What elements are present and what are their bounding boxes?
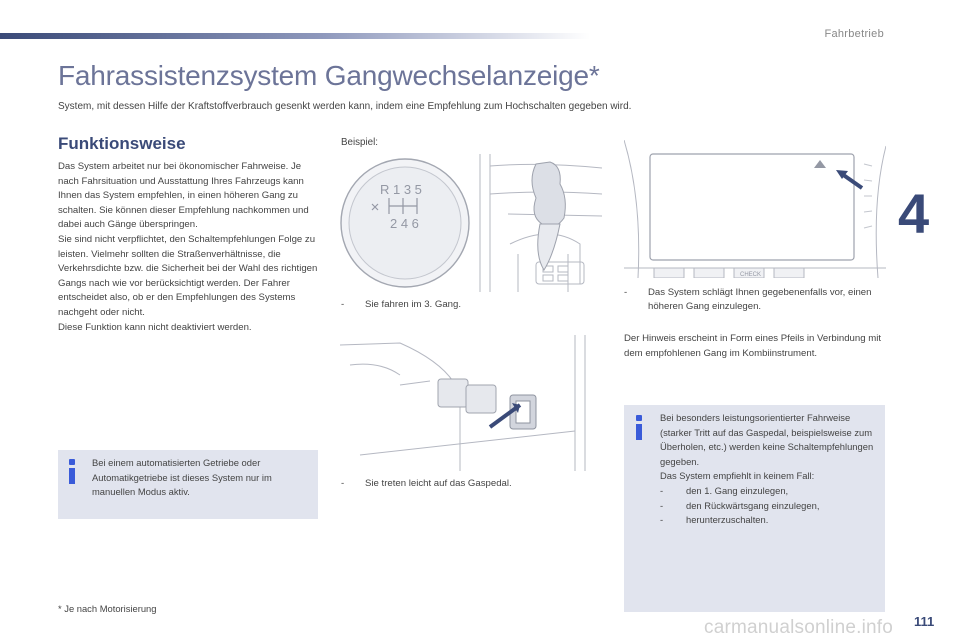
instrument-cluster-illustration: [624, 140, 886, 278]
info-box-sporty: [624, 405, 885, 612]
dash-check-label: CHECK: [740, 272, 762, 278]
caption-accelerator: - Sie treten leicht auf das Gaspedal.: [341, 478, 512, 489]
body-paragraph: Das System arbeitet nur bei ökonomischer Fahrweise. Je nach Fahrsituation und Ausstattung Ihres Fahrzeugs kann Ihnen das System empfehlen, in einen höheren Gang zu schalten. Sie können dieser Empfehlung nachkommen und dabei auch Gänge überspringen.: [58, 161, 309, 231]
caption-third-gear: - Sie fahren im 3. Gang.: [341, 299, 461, 310]
watermark: carmanualsonline.info: [704, 617, 894, 638]
body-paragraph: Sie sind nicht verpflichtet, den Schaltempfehlungen Folge zu leisten. Vielmehr sollten die Straßenverhältnisse, die Verkehrsdichte bzw. die Sicherheit bei der Wahl des richtigen Gangs nach wie vor berücksichtigt werden. Der Fahrer entscheidet also, ob er den Empfehlungen des Systems nachgeht oder nicht.: [58, 233, 318, 318]
gear-pattern-top: R 1 3 5: [380, 182, 422, 197]
list-item: - herunterzuschalten.: [660, 514, 769, 526]
info-list: [660, 484, 876, 528]
info-icon: [636, 415, 642, 440]
section-label: Fahrbetrieb: [824, 28, 884, 40]
list-item: - den 1. Gang einzulegen,: [660, 484, 789, 496]
intro-text: System, mit dessen Hilfe der Kraftstoffverbrauch gesenkt werden kann, indem eine Empfehlung zum Hochschalten gegeben wird.: [58, 101, 632, 112]
section-heading: Funktionsweise: [58, 134, 186, 153]
caption-upshift: - Das System schlägt Ihnen gegebenenfalls vor, einen höheren Gang einzulegen.: [624, 287, 872, 312]
info-box-automatic: [58, 450, 318, 519]
gear-pattern-bottom: 2 4 6: [390, 216, 419, 231]
footnote: * Je nach Motorisierung: [58, 603, 157, 614]
page-number: 111: [914, 614, 935, 629]
pedals-illustration: [340, 335, 602, 471]
info-text: [660, 411, 876, 528]
chapter-number: 4: [898, 182, 930, 245]
info-never-label: Das System empfiehlt in keinem Fall:: [660, 470, 815, 482]
body-text: [58, 160, 320, 335]
body-paragraph: Diese Funktion kann nicht deaktiviert werden.: [58, 321, 252, 333]
example-label: Beispiel:: [341, 137, 379, 148]
hint-text: Der Hinweis erscheint in Form eines Pfeils in Verbindung mit dem empfohlenen Gang im Kombiinstrument.: [624, 333, 882, 359]
list-item: - den Rückwärtsgang einzulegen,: [660, 499, 820, 511]
info-intro: Bei besonders leistungsorientierter Fahrweise (starker Tritt auf das Gaspedal, beispielsweise zum Überholen, etc.) werden keine Schaltempfehlungen gegeben.: [660, 412, 874, 467]
info-text: Bei einem automatisierten Getriebe oder Automatikgetriebe ist dieses System nur im manuellen Modus aktiv.: [92, 457, 272, 498]
header-bar: [0, 33, 590, 39]
page-title: Fahrassistenzsystem Gangwechselanzeige*: [58, 60, 600, 91]
info-icon: [69, 459, 75, 484]
gear-knob-illustration: [340, 154, 602, 292]
